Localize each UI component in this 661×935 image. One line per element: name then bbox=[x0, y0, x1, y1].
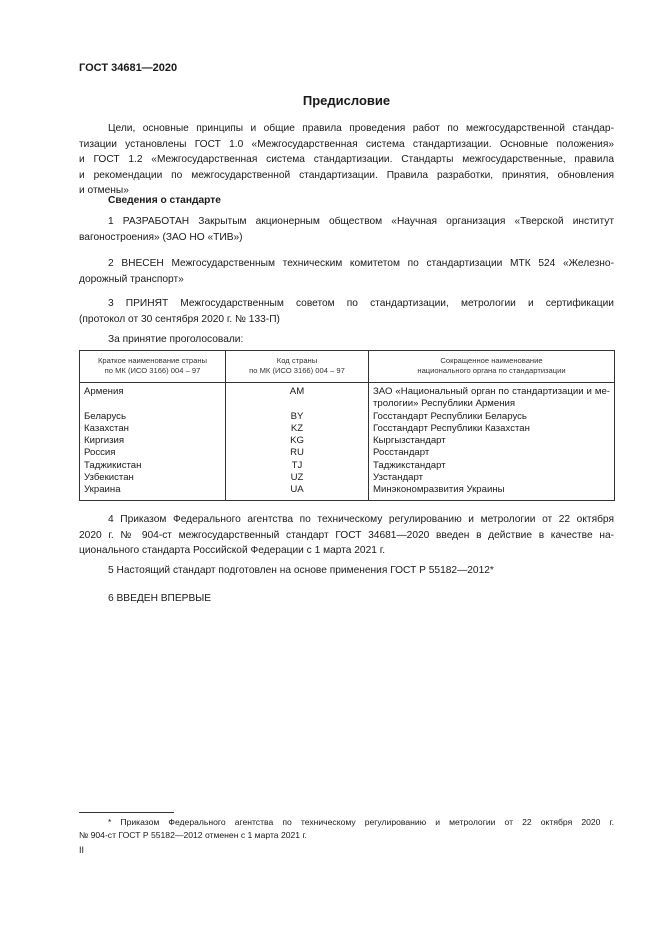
table-row bbox=[80, 435, 615, 447]
organ-cell: Росстандарт bbox=[369, 447, 615, 459]
table-row bbox=[80, 411, 615, 423]
footnote-divider bbox=[79, 812, 174, 813]
organ-cell: ЗАО «Национальный орган по стандартизации и ме- трологии» Республики Армения bbox=[369, 383, 615, 411]
code-cell: UZ bbox=[226, 472, 369, 484]
page-title: Предисловие bbox=[302, 93, 391, 108]
country-cell: Россия bbox=[80, 447, 226, 459]
item-2-paragraph bbox=[79, 256, 614, 287]
item-1-paragraph bbox=[79, 214, 614, 245]
item-2-line: дорожный транспорт» bbox=[79, 273, 184, 285]
intro-paragraph bbox=[79, 121, 614, 199]
code-cell: RU bbox=[226, 447, 369, 459]
country-cell: Армения bbox=[80, 383, 226, 411]
voted-label: За принятие проголосовали: bbox=[108, 334, 244, 345]
table-row bbox=[80, 423, 615, 435]
table-row bbox=[80, 484, 615, 500]
item-1-line: вагоностроения» (ЗАО НО «ТИВ») bbox=[79, 231, 243, 243]
table-row bbox=[80, 447, 615, 459]
intro-line: и отмены» bbox=[79, 185, 129, 196]
item-4-line: ционального стандарта Российской Федерации с 1 марта 2021 г. bbox=[79, 545, 386, 556]
code-cell: KZ bbox=[226, 423, 369, 435]
code-cell: AM bbox=[226, 383, 369, 411]
organ-cell: Минэкономразвития Украины bbox=[369, 484, 615, 500]
country-cell: Узбекистан bbox=[80, 472, 226, 484]
organ-cell: Госстандарт Республики Казахстан bbox=[369, 423, 615, 435]
country-cell: Таджикистан bbox=[80, 460, 226, 472]
organ-cell: Таджикстандарт bbox=[369, 460, 615, 472]
country-cell: Беларусь bbox=[80, 411, 226, 423]
item-3-paragraph bbox=[79, 296, 614, 327]
table-row bbox=[80, 472, 615, 484]
organ-cell: Узстандарт bbox=[369, 472, 615, 484]
organ-cell: Госстандарт Республики Беларусь bbox=[369, 411, 615, 423]
country-cell: Киргизия bbox=[80, 435, 226, 447]
intro-line: и ГОСТ 1.2 «Межгосударственная система стандартизации. Стандарты межгосударственные, правила bbox=[79, 154, 614, 165]
intro-line: и рекомендации по межгосударственной стандартизации. Правила разработки, принятия, обновления bbox=[79, 169, 614, 181]
intro-line: тизации установлены ГОСТ 1.0 «Межгосударственная система стандартизации. Основные положения» bbox=[79, 138, 614, 150]
item-4-paragraph bbox=[79, 512, 614, 559]
header-code: Код страны по МК (ИСО 3166) 004 – 97 bbox=[226, 351, 369, 383]
item-5-paragraph: 5 Настоящий стандарт подготовлен на основе применения ГОСТ Р 55182—2012* bbox=[108, 565, 494, 576]
country-cell: Казахстан bbox=[80, 423, 226, 435]
intro-line: Цели, основные принципы и общие правила проведения работ по межгосударственной стандар- bbox=[108, 123, 614, 134]
page-number: II bbox=[79, 845, 85, 855]
header-organ: Сокращенное наименование национального органа по стандартизации bbox=[369, 351, 615, 383]
footnote bbox=[79, 816, 614, 842]
item-3-line: 3 ПРИНЯТ Межгосударственным советом по стандартизации, метрологии и сертификации bbox=[108, 298, 614, 309]
table-row bbox=[80, 460, 615, 472]
item-2-line: 2 ВНЕСЕН Межгосударственным техническим комитетом по стандартизации МТК 524 «Железно- bbox=[108, 258, 614, 269]
code-cell: TJ bbox=[226, 460, 369, 472]
footnote-line: * Приказом Федерального агентства по техническому регулированию и метрологии от 22 октября 2020 г. bbox=[108, 817, 614, 827]
footnote-line: № 904-ст ГОСТ Р 55182—2012 отменен с 1 марта 2021 г. bbox=[79, 830, 307, 840]
table-row bbox=[80, 383, 615, 411]
code-cell: KG bbox=[226, 435, 369, 447]
item-4-line: 4 Приказом Федерального агентства по техническому регулированию и метрологии от 22 октября bbox=[108, 514, 614, 525]
voting-states-table bbox=[79, 350, 615, 501]
item-1-line: 1 РАЗРАБОТАН Закрытым акционерным обществом «Научная организация «Тверской институт bbox=[108, 216, 614, 227]
section-subheading: Сведения о стандарте bbox=[108, 195, 221, 206]
code-cell: BY bbox=[226, 411, 369, 423]
item-3-line: (протокол от 30 сентября 2020 г. № 133-П) bbox=[79, 313, 280, 325]
organ-cell: Кыргызстандарт bbox=[369, 435, 615, 447]
item-6-paragraph: 6 ВВЕДЕН ВПЕРВЫЕ bbox=[108, 593, 212, 604]
code-cell: UA bbox=[226, 484, 369, 500]
header-country: Краткое наименование страны по МК (ИСО 3166) 004 – 97 bbox=[80, 351, 226, 383]
country-cell: Украина bbox=[80, 484, 226, 500]
item-4-line: 2020 г. № 904-ст межгосударственный стандарт ГОСТ 34681—2020 введен в действие в качестве на- bbox=[79, 529, 614, 541]
document-code: ГОСТ 34681—2020 bbox=[79, 62, 178, 74]
table-header-row bbox=[80, 351, 615, 383]
